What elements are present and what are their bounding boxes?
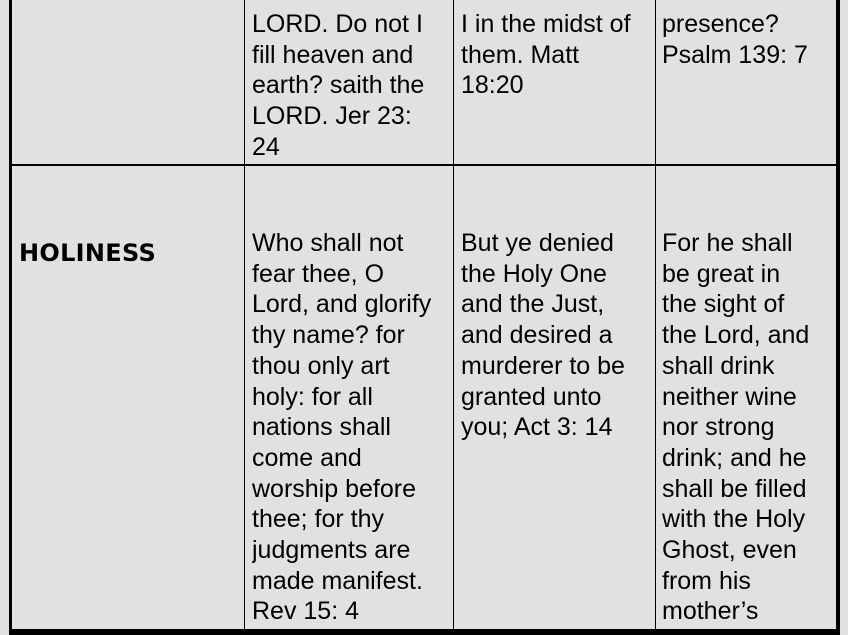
row-2-label-cell <box>19 238 241 278</box>
column-divider-1 <box>244 0 245 635</box>
table-border-right <box>836 0 840 635</box>
row-1-col-2-cell <box>461 9 653 164</box>
column-divider-3 <box>655 0 656 635</box>
row-2-col-2-cell <box>461 228 653 629</box>
row-divider <box>12 164 836 166</box>
column-divider-2 <box>453 0 454 635</box>
table-border-bottom <box>9 629 840 635</box>
table-border-left <box>9 0 12 635</box>
row-2-col-3-text: For he shall be great in the sight of the Lord, and shall drink neither wine nor strong drink; and he shall be filled with the Holy Ghost, even from his mother’s <box>662 229 810 626</box>
row-2-col-2-text: But ye denied the Holy One and the Just, and desired a murderer to be granted unto you; Act 3: 14 <box>461 229 625 442</box>
row-1-col-1-text: LORD. Do not I fill heaven and earth? saith the LORD. Jer 23: 24 <box>252 10 425 161</box>
row-2-col-1-text: Who shall not fear thee, O Lord, and glorify thy name? for thou only art holy: for all nations shall come and worship before thee; for thy judgments are made manifest. Rev 15: 4 <box>252 229 432 626</box>
row-1-col-2-text: I in the midst of them. Matt 18:20 <box>461 10 631 100</box>
row-2-col-3-cell <box>662 228 834 629</box>
row-1-col-3-cell <box>662 9 834 164</box>
row-1-label-cell <box>13 0 244 164</box>
row-1-col-3-text: presence? Psalm 139: 7 <box>662 10 808 69</box>
row-2-label: HOLINESS <box>19 239 157 267</box>
row-2-col-1-cell <box>252 228 452 629</box>
row-1-col-1-cell <box>252 9 452 164</box>
